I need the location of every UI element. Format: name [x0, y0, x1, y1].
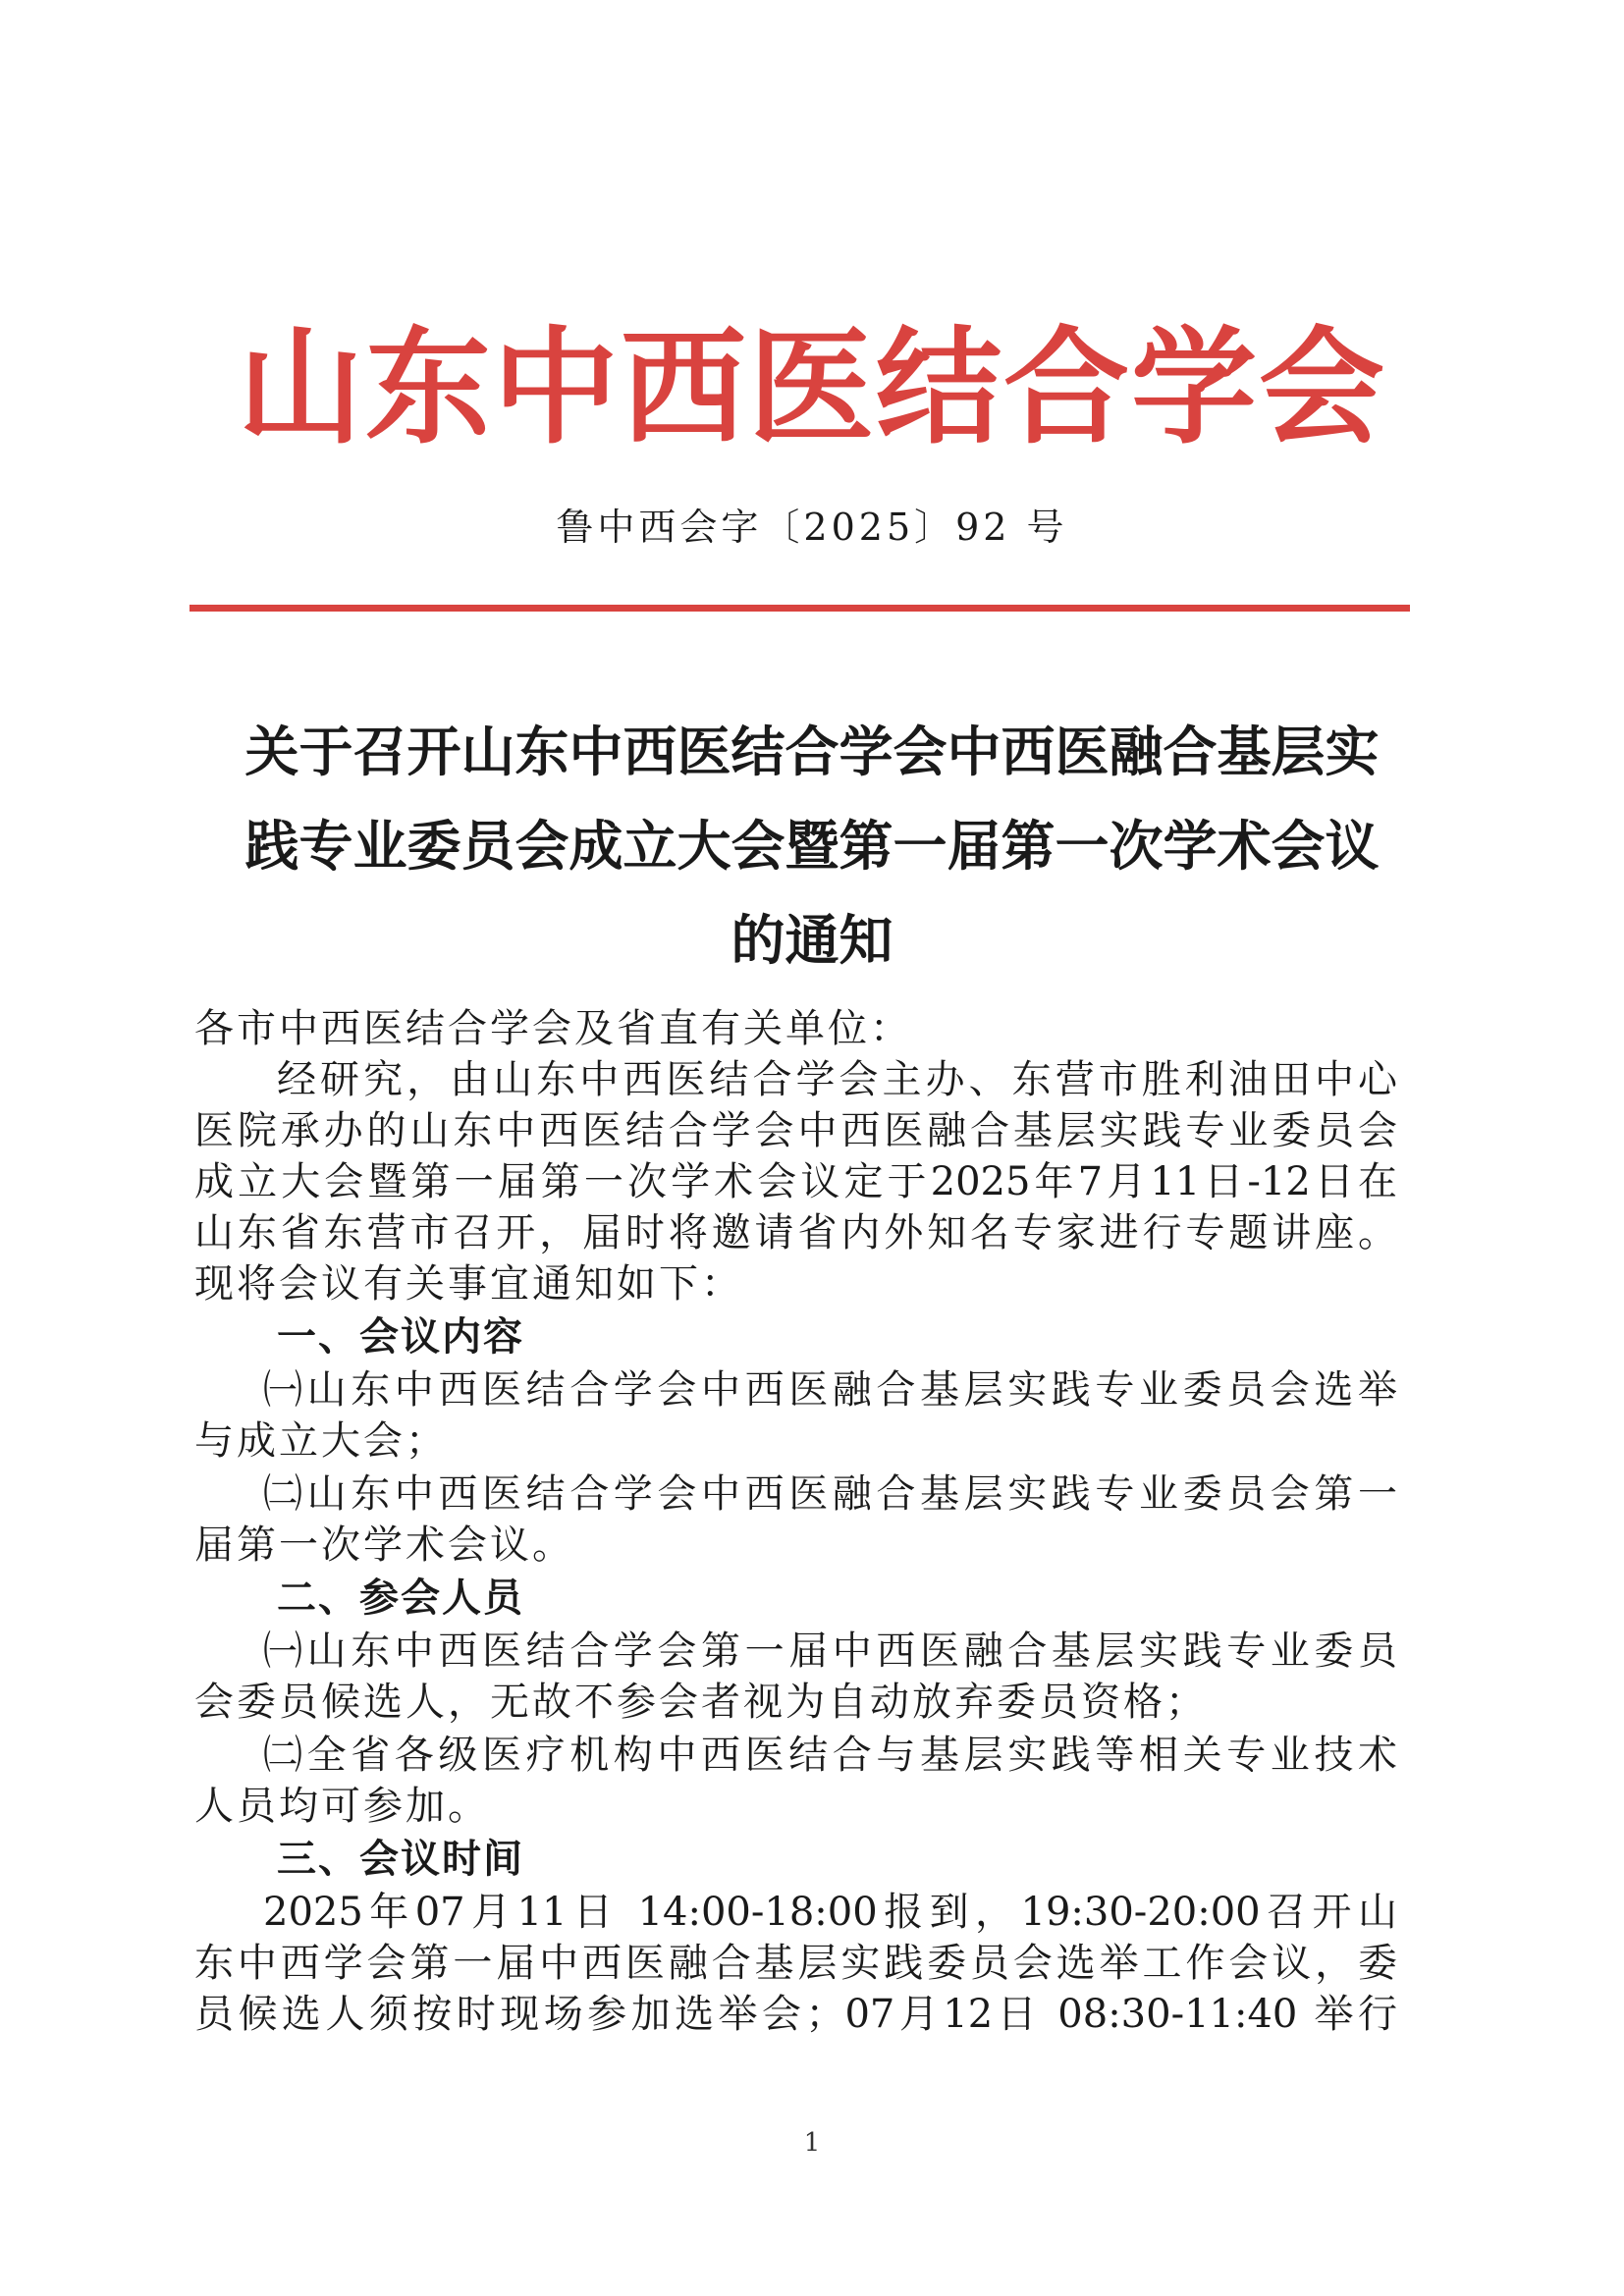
intro-line-3: 成立大会暨第一届第一次学术会议定于2025年7月11日-12日在: [194, 1159, 1397, 1204]
section3-line3: 员候选人须按时现场参加选举会；07月12日 08:30-11:40 举行: [194, 1992, 1397, 2037]
section2-item1-line2: 会委员候选人，无故不参会者视为自动放弃委员资格；: [194, 1680, 1208, 1725]
organization-masthead: 山东中西医结合学会: [237, 314, 1386, 461]
intro-line-1: 经研究，由山东中西医结合学会主办、东营市胜利油田中心: [277, 1057, 1397, 1102]
section1-item2-line1: ㈡山东中西医结合学会中西医融合基层实践专业委员会第一: [263, 1471, 1397, 1517]
section-heading-meeting-time: 三、会议时间: [277, 1837, 524, 1882]
title-line-3: 的通知: [731, 909, 893, 972]
title-line-2: 践专业委员会成立大会暨第一届第一次学术会议: [244, 815, 1380, 878]
section3-line2: 东中西学会第一届中西医融合基层实践委员会选举工作会议，委: [194, 1941, 1397, 1986]
notice-title: [147, 705, 1477, 988]
page-number: 1: [803, 2128, 821, 2158]
title-line-1: 关于召开山东中西医结合学会中西医融合基层实: [244, 721, 1380, 783]
section1-item1-line1: ㈠山东中西医结合学会中西医融合基层实践专业委员会选举: [263, 1367, 1397, 1413]
intro-line-2: 医院承办的山东中西医结合学会中西医融合基层实践专业委员会: [194, 1108, 1397, 1153]
section1-item1-line2: 与成立大会；: [194, 1418, 448, 1464]
section2-item2-line2: 人员均可参加。: [194, 1784, 490, 1829]
section2-item1-line1: ㈠山东中西医结合学会第一届中西医融合基层实践专业委员: [263, 1629, 1397, 1674]
intro-line-4: 山东省东营市召开，届时将邀请省内外知名专家进行专题讲座。: [194, 1210, 1397, 1255]
section-heading-meeting-content: 一、会议内容: [277, 1314, 524, 1360]
section2-item2-line1: ㈡全省各级医疗机构中西医结合与基层实践等相关专业技术: [263, 1733, 1397, 1778]
intro-line-5: 现将会议有关事宜通知如下：: [194, 1261, 743, 1307]
section-heading-participants: 二、参会人员: [277, 1575, 524, 1621]
document-number: 鲁中西会字〔2025〕92 号: [556, 506, 1068, 549]
red-divider-rule: [189, 605, 1410, 612]
section1-item2-line2: 届第一次学术会议。: [194, 1522, 574, 1568]
salutation: 各市中西医结合学会及省直有关单位：: [194, 1006, 912, 1051]
section3-line1: 2025年07月11日 14:00-18:00报到，19:30-20:00召开山: [263, 1890, 1397, 1935]
